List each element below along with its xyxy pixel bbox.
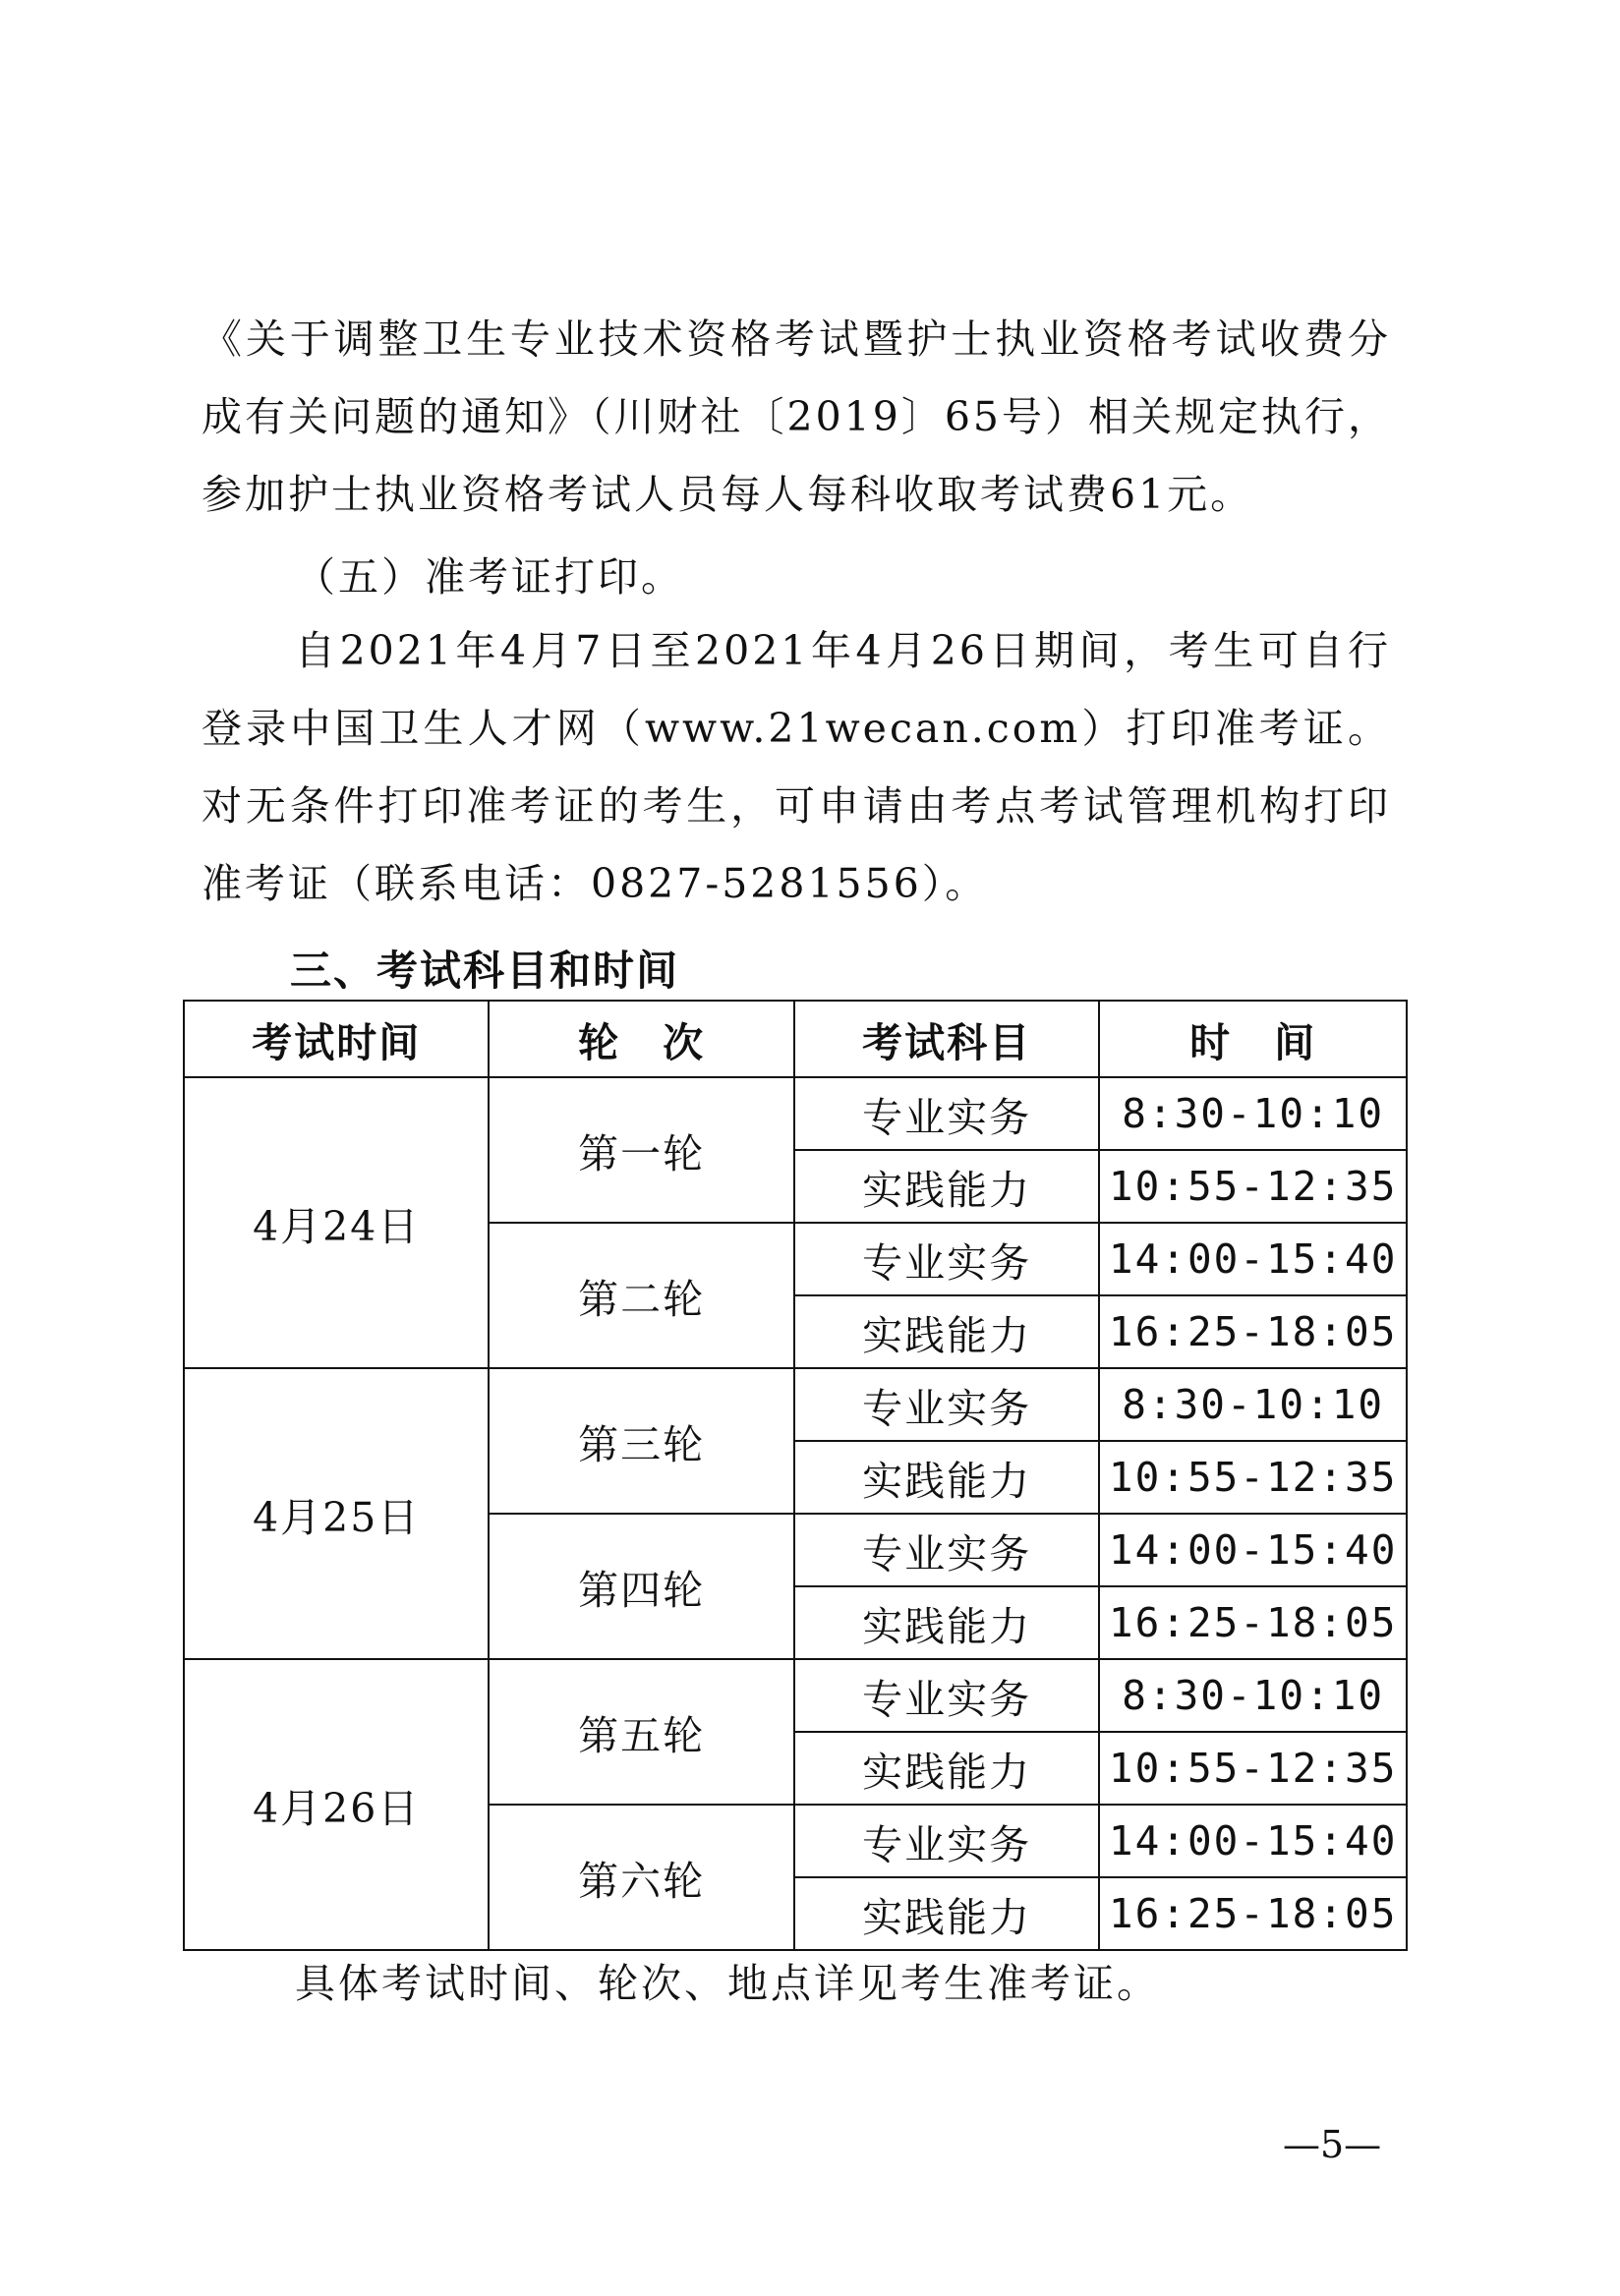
time-cell: 10:55-12:35: [1099, 1150, 1407, 1223]
time-cell: 8:30-10:10: [1099, 1368, 1407, 1441]
subject-cell: 专业实务: [794, 1514, 1099, 1586]
schedule-note: 具体考试时间、轮次、地点详见考生准考证。: [295, 1960, 1160, 2007]
fee-paragraph: 《关于调整卫生专业技术资格考试暨护士执业资格考试收费分成有关问题的通知》（川财社〔2019〕65号）相关规定执行，参加护士执业资格考试人员每人每科收取考试费61元。: [202, 316, 1392, 518]
subject-cell: 实践能力: [794, 1295, 1099, 1368]
subject-cell: 专业实务: [794, 1077, 1099, 1150]
subject-cell: 实践能力: [794, 1877, 1099, 1950]
table-row: [184, 1659, 1407, 1732]
exam-date-cell: 4月24日: [184, 1077, 489, 1368]
subject-cell: 专业实务: [794, 1368, 1099, 1441]
subject-cell: 实践能力: [794, 1586, 1099, 1659]
subject-cell: 实践能力: [794, 1150, 1099, 1223]
time-cell: 16:25-18:05: [1099, 1295, 1407, 1368]
round-cell: 第五轮: [489, 1659, 794, 1805]
subject-cell: 专业实务: [794, 1659, 1099, 1732]
header-exam-date: 考试时间: [184, 1001, 489, 1077]
admission-ticket-heading: （五）准考证打印。: [295, 553, 684, 601]
header-round: 轮 次: [489, 1001, 794, 1077]
time-cell: 14:00-15:40: [1099, 1514, 1407, 1586]
exam-date-cell: 4月26日: [184, 1659, 489, 1950]
time-cell: 14:00-15:40: [1099, 1223, 1407, 1295]
time-cell: 16:25-18:05: [1099, 1586, 1407, 1659]
admission-ticket-paragraph: 自2021年4月7日至2021年4月26日期间，考生可自行登录中国卫生人才网（www.21wecan.com）打印准考证。对无条件打印准考证的考生，可申请由考点考试管理机构打印准考证（联系电话：0827-5281556）。: [202, 627, 1391, 907]
time-cell: 14:00-15:40: [1099, 1805, 1407, 1877]
time-cell: 10:55-12:35: [1099, 1441, 1407, 1514]
header-subject: 考试科目: [794, 1001, 1099, 1077]
table-header-row: [184, 1001, 1407, 1077]
time-cell: 16:25-18:05: [1099, 1877, 1407, 1950]
round-cell: 第六轮: [489, 1805, 794, 1950]
page-number: —5—: [1283, 2123, 1382, 2166]
subject-cell: 实践能力: [794, 1441, 1099, 1514]
section-heading: 三、考试科目和时间: [290, 947, 680, 995]
exam-date-cell: 4月25日: [184, 1368, 489, 1659]
round-cell: 第一轮: [489, 1077, 794, 1223]
round-cell: 第二轮: [489, 1223, 794, 1368]
header-time: 时 间: [1099, 1001, 1407, 1077]
exam-schedule-table: [183, 1000, 1408, 1951]
time-cell: 8:30-10:10: [1099, 1659, 1407, 1732]
table-row: [184, 1368, 1407, 1441]
subject-cell: 实践能力: [794, 1732, 1099, 1805]
round-cell: 第三轮: [489, 1368, 794, 1514]
time-cell: 8:30-10:10: [1099, 1077, 1407, 1150]
subject-cell: 专业实务: [794, 1805, 1099, 1877]
subject-cell: 专业实务: [794, 1223, 1099, 1295]
table-row: [184, 1077, 1407, 1150]
round-cell: 第四轮: [489, 1514, 794, 1659]
time-cell: 10:55-12:35: [1099, 1732, 1407, 1805]
